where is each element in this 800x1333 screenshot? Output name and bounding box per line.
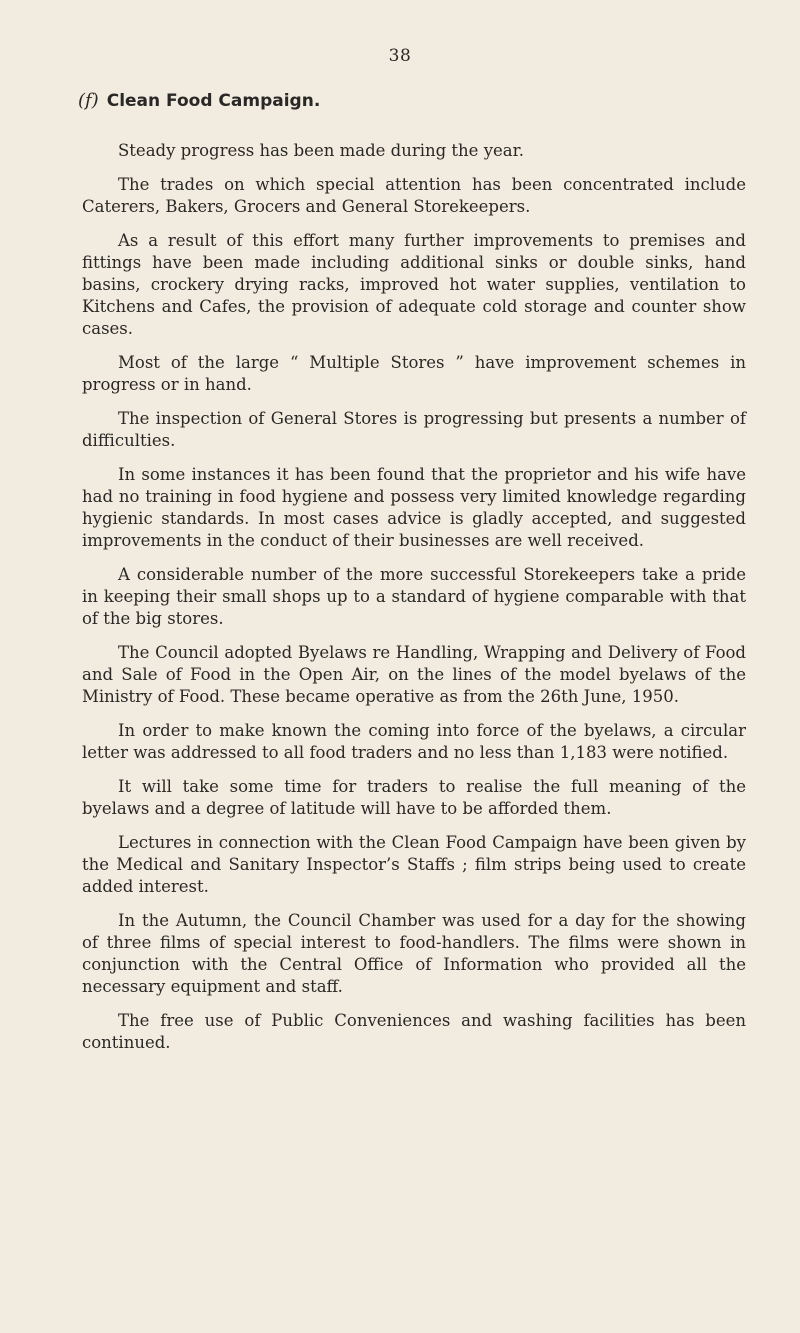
section-heading bbox=[78, 90, 320, 111]
section-title: Clean Food Campaign. bbox=[106, 91, 321, 111]
paragraph: As a result of this effort many further improvements to premises and fittings have been made including additional sinks or double sinks, hand basins, crockery drying racks, improved hot water supplies, ventilation to Kitchens and Cafes, the provision of adequate cold storage and counter show cases. bbox=[82, 231, 746, 338]
paragraph: Steady progress has been made during the year. bbox=[118, 141, 524, 160]
body-text bbox=[82, 140, 746, 1066]
paragraph: It will take some time for traders to realise the full meaning of the byelaws and a degree of latitude will have to be afforded them. bbox=[82, 777, 746, 818]
page-number: 38 bbox=[388, 46, 412, 66]
paragraph: The free use of Public Conveniences and washing facilities has been continued. bbox=[82, 1011, 746, 1052]
paragraph: In some instances it has been found that the proprietor and his wife have had no training in food hygiene and possess very limited knowledge regarding hygienic standards. In most cases advice is gladly accepted, and suggested improvements in the conduct of their businesses are well received. bbox=[82, 465, 746, 550]
paragraph: In the Autumn, the Council Chamber was used for a day for the showing of three films of special interest to food-handlers. The films were shown in conjunction with the Central Office of Information who provided all the necessary equipment and staff. bbox=[82, 911, 746, 996]
paragraph: The inspection of General Stores is progressing but presents a number of difficulties. bbox=[82, 409, 746, 450]
paragraph: The Council adopted Byelaws re Handling, Wrapping and Delivery of Food and Sale of Food in the Open Air, on the lines of the model byelaws of the Ministry of Food. These became operative as from the 26th June, 1950. bbox=[82, 643, 746, 706]
paragraph: A considerable number of the more successful Storekeepers take a pride in keeping their small shops up to a standard of hygiene comparable with that of the big stores. bbox=[82, 565, 746, 628]
paragraph: Most of the large “ Multiple Stores ” have improvement schemes in progress or in hand. bbox=[82, 353, 746, 394]
paragraph: The trades on which special attention has been concentrated include Caterers, Bakers, Grocers and General Storekeepers. bbox=[82, 175, 746, 216]
paragraph: Lectures in connection with the Clean Food Campaign have been given by the Medical and Sanitary Inspector’s Staffs ; film strips being used to create added interest. bbox=[82, 833, 746, 896]
section-marker: (f) bbox=[78, 90, 99, 111]
paragraph: In order to make known the coming into force of the byelaws, a circular letter was addressed to all food traders and no less than 1,183 were notified. bbox=[82, 721, 746, 762]
